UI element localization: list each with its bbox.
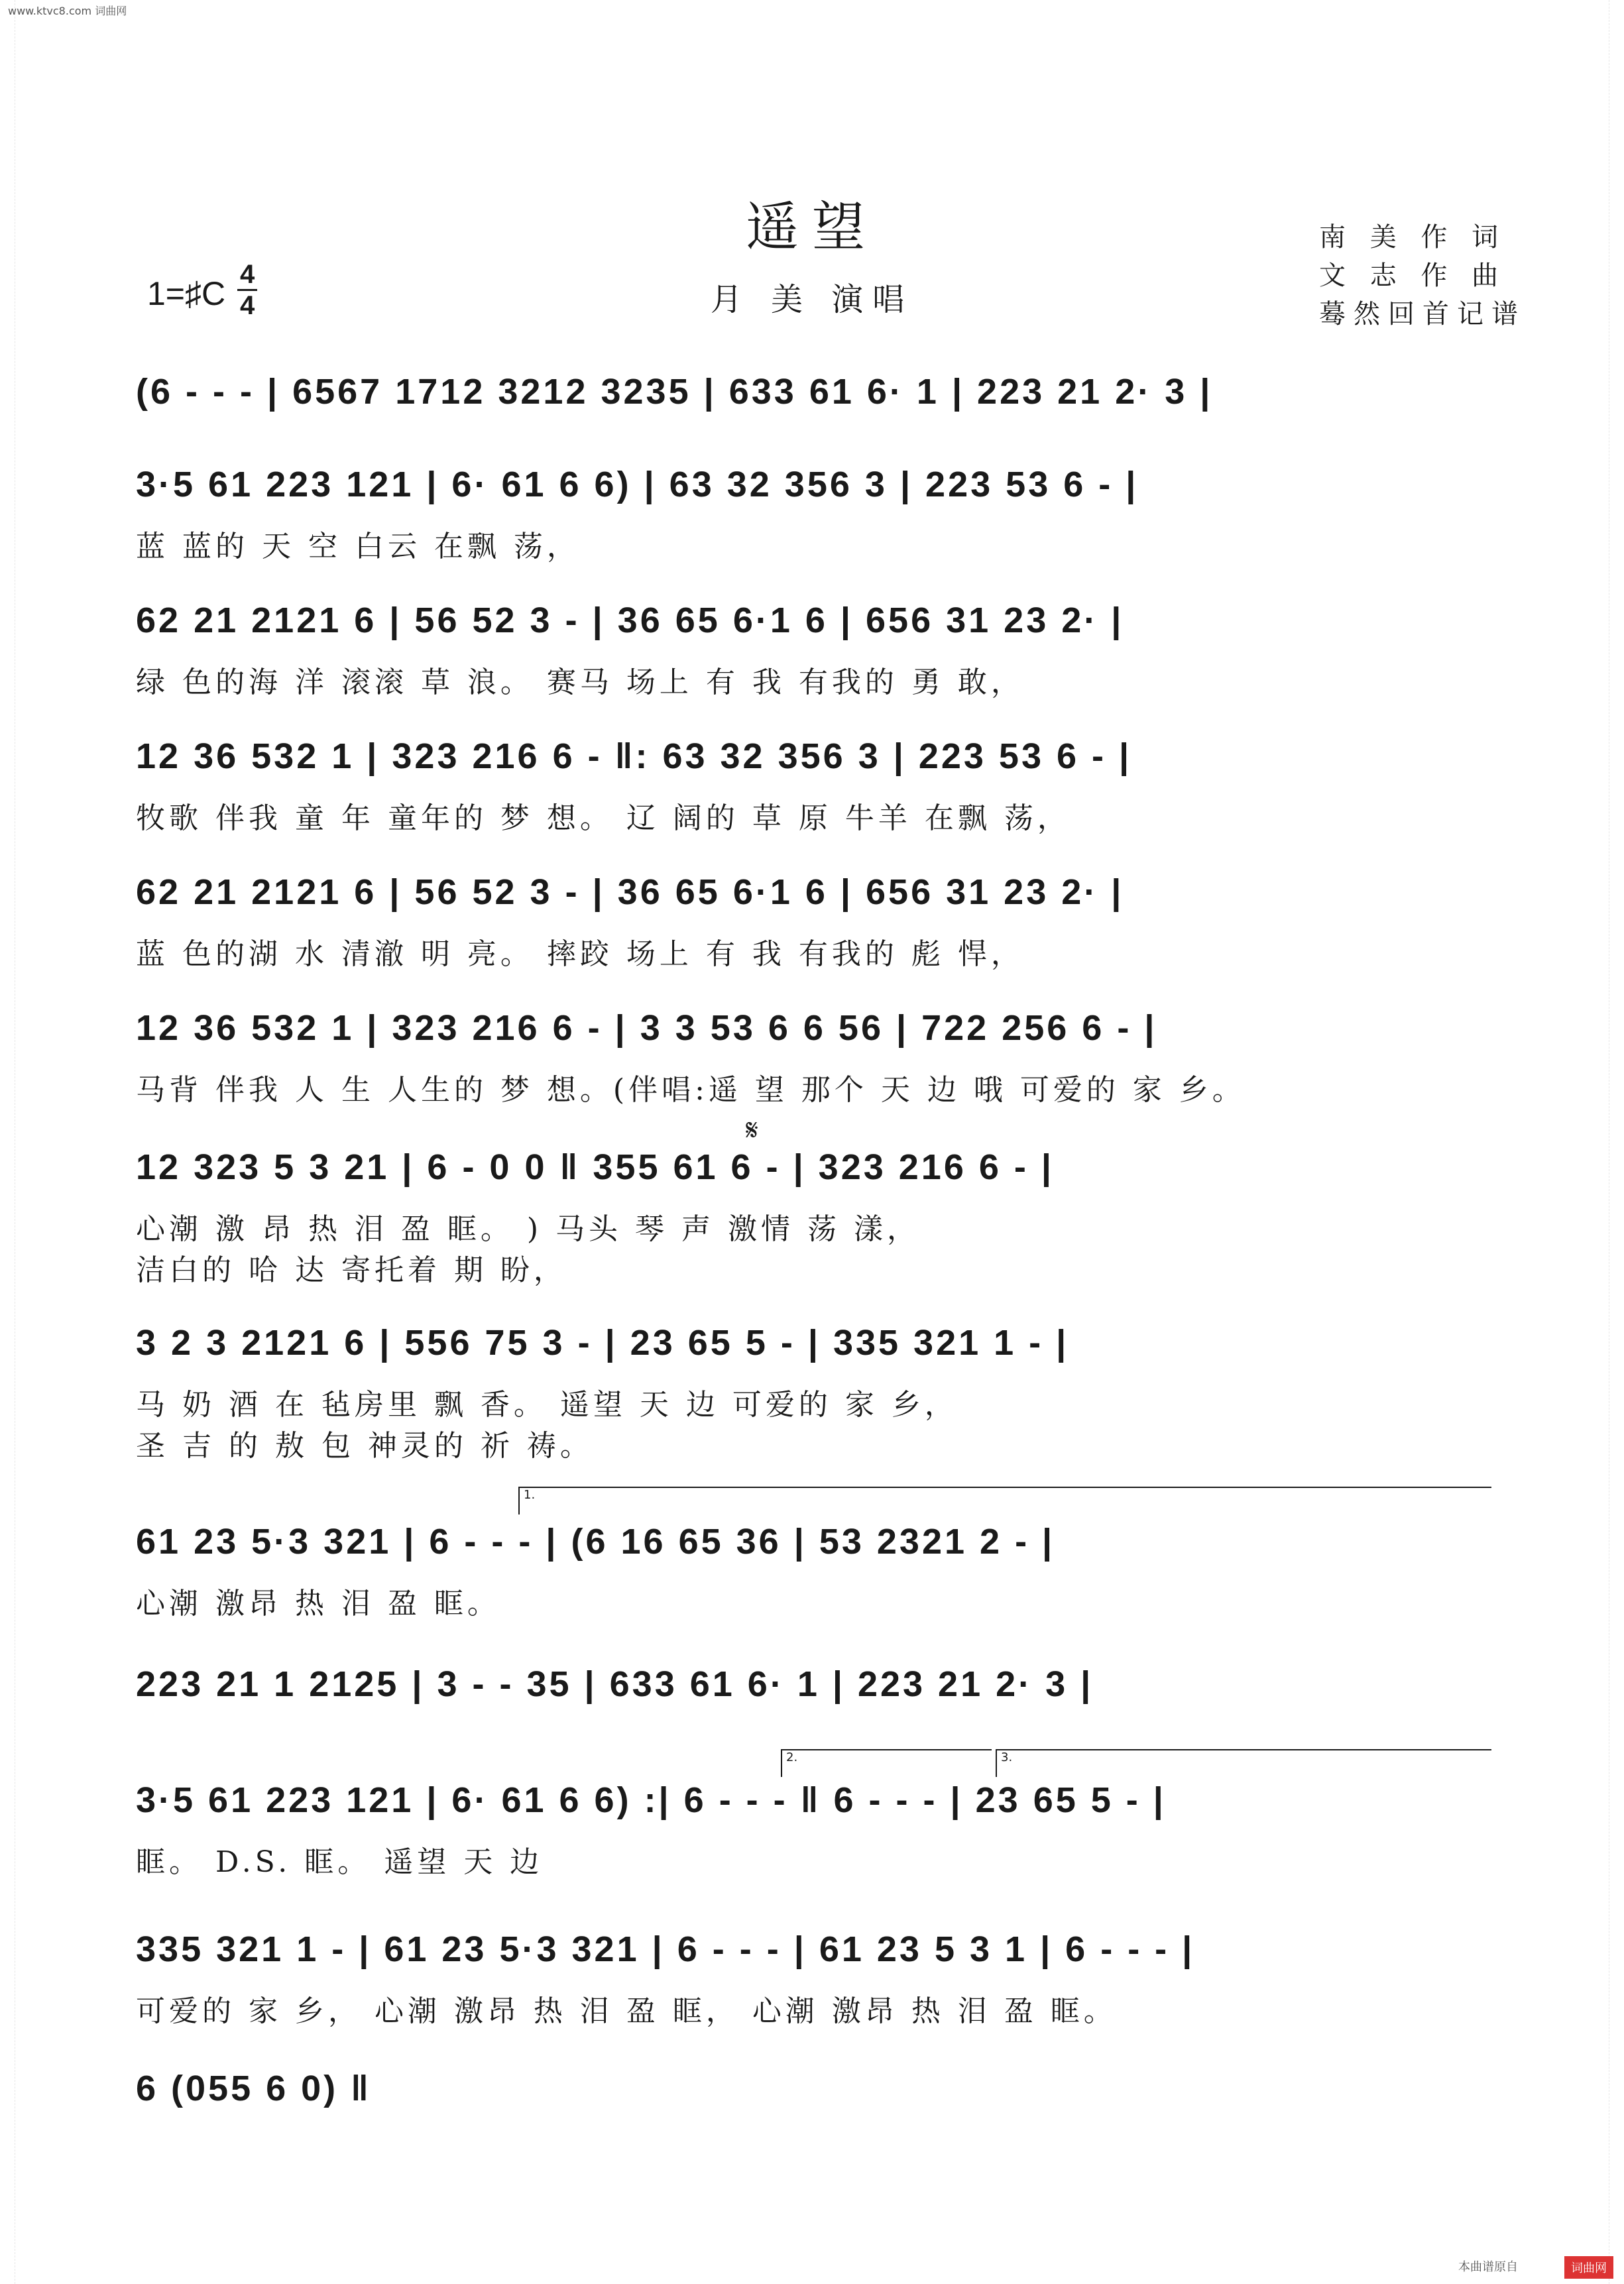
lyrics-line: 心潮 激昂 热 泪 盈 眶。 [136,1587,500,1621]
lyrics-line: 牧歌 伴我 童 年 童年的 梦 想。 辽 阔的 草 原 牛羊 在飘 荡， [136,801,1071,835]
time-signature-top: 4 [237,260,257,291]
song-title: 遥望 [746,196,878,258]
footer-source: 本曲谱原自 [1458,2260,1518,2274]
segno-mark: 𝄋 [746,1113,758,1147]
notes-line: 3·5 61 223 121 | 6· 61 6 6) | 63 32 356 3 | 223 53 6 - | [136,465,1139,504]
notes-line: 12 323 5 3 21 | 6 - 0 0 ‖ 355 61 6 - | 323 216 6 - | [136,1147,1055,1187]
lyrics-line: 蓝 蓝的 天 空 白云 在飘 荡， [136,530,580,563]
volta-bracket-1: 1. [518,1487,1491,1514]
volta-bracket-2: 2. [781,1749,992,1777]
notes-line: 12 36 532 1 | 323 216 6 - ‖: 63 32 356 3 | 223 53 6 - | [136,736,1132,776]
lyrics-line: 绿 色的海 洋 滚滚 草 浪。 赛马 场上 有 我 有我的 勇 敢， [136,665,1024,699]
left-margin-strip [0,0,15,2284]
key-signature: 1=♯C [147,275,226,312]
volta-bracket-3: 3. [996,1749,1491,1777]
notes-line: 3 2 3 2121 6 | 556 75 3 - | 23 65 5 - | 335 321 1 - | [136,1323,1069,1363]
composer-credit: 文 志 作 曲 [1319,260,1507,291]
performer-line: 月 美 演唱 [710,281,914,318]
notes-line: 6 (055 6 0) ‖ [136,2069,372,2108]
time-signature [237,260,257,320]
notes-line: 3·5 61 223 121 | 6· 61 6 6) :| 6 - - - ‖ 6 - - - | 23 65 5 - | [136,1780,1166,1820]
notes-line: 62 21 2121 6 | 56 52 3 - | 36 65 6·1 6 | 656 31 23 2· | [136,872,1124,912]
transcriber-credit: 蓦然回首记谱 [1319,299,1526,329]
notes-line: 223 21 1 2125 | 3 - - 35 | 633 61 6· 1 | 223 21 2· 3 | [136,1664,1094,1704]
lyrics-line: 马背 伴我 人 生 人生的 梦 想。(伴唱:遥 望 那个 天 边 哦 可爱的 家 乡。 [136,1073,1246,1107]
lyrics-line: 蓝 色的湖 水 清澈 明 亮。 摔跤 场上 有 我 有我的 彪 悍， [136,937,1024,971]
lyrics-line-2: 圣 吉 的 敖 包 神灵的 祈 祷。 [136,1429,593,1463]
lyrics-line: 心潮 激 昂 热 泪 盈 眶。 ) 马头 琴 声 激情 荡 漾， [136,1212,920,1246]
lyrics-line: 可爱的 家 乡， 心潮 激昂 热 泪 盈 眶， 心潮 激昂 热 泪 盈 眶。 [136,1994,1117,2028]
notes-line: 12 36 532 1 | 323 216 6 - | 3 3 53 6 6 56 | 722 256 6 - | [136,1008,1157,1048]
lyrics-line-2: 洁白的 哈 达 寄托着 期 盼， [136,1253,567,1287]
notes-line: (6 - - - | 6567 1712 3212 3235 | 633 61 6· 1 | 223 21 2· 3 | [136,372,1213,412]
notes-line: 335 321 1 - | 61 23 5·3 321 | 6 - - - | 61 23 5 3 1 | 6 - - - | [136,1929,1195,1969]
lyrics-line: 眶。 D.S. 眶。 遥望 天 边 [136,1845,544,1879]
notes-line: 62 21 2121 6 | 56 52 3 - | 36 65 6·1 6 | 656 31 23 2· | [136,600,1124,640]
time-signature-bottom: 4 [240,291,255,320]
lyricist-credit: 南 美 作 词 [1319,222,1507,253]
site-header: www.ktvc8.com 词曲网 [8,5,127,17]
lyrics-line: 马 奶 酒 在 毡房里 飘 香。 遥望 天 边 可爱的 家 乡， [136,1388,958,1422]
notes-line: 61 23 5·3 321 | 6 - - - | (6 16 65 36 | 53 2321 2 - | [136,1522,1055,1562]
footer-site-badge[interactable]: 词曲网 [1564,2256,1613,2279]
right-margin-strip [1609,0,1624,2284]
